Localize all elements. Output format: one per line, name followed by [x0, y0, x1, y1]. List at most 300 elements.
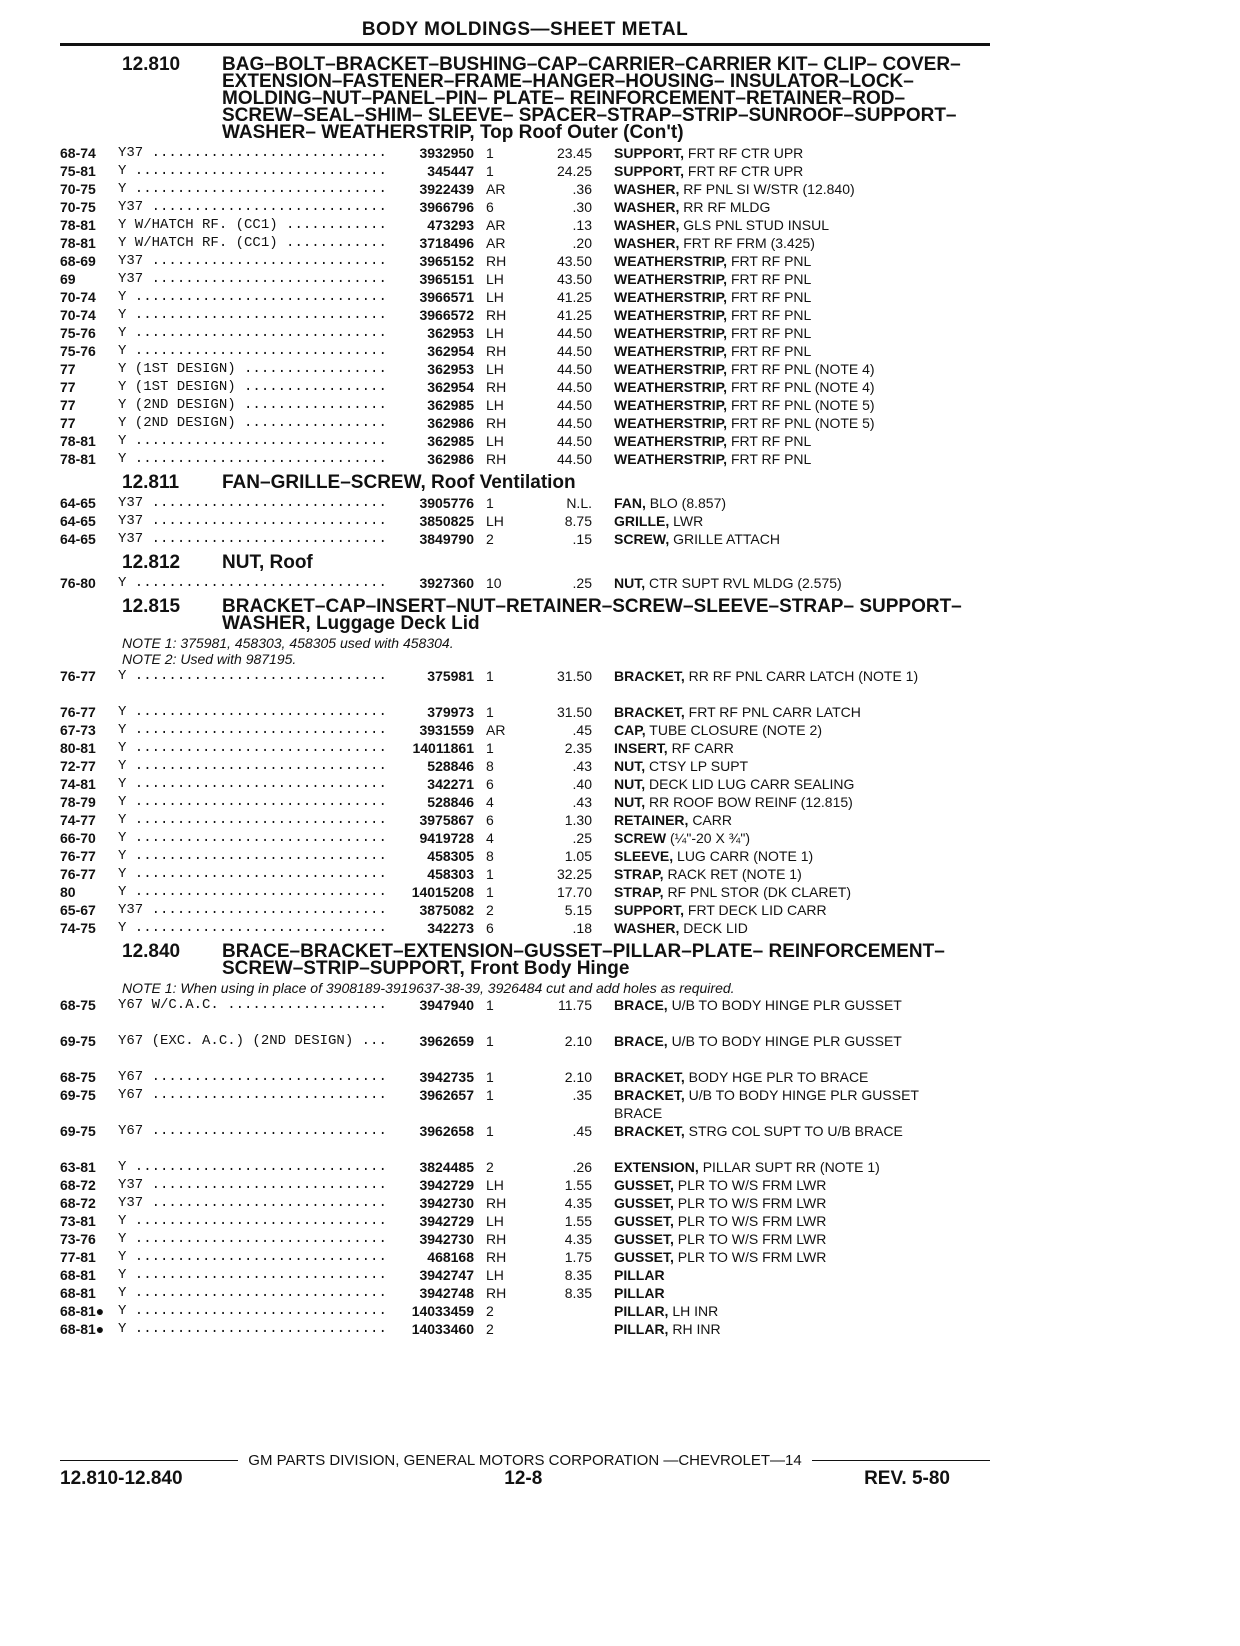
part-number: 3942730 [419, 1231, 474, 1247]
quantity: 1 [486, 1123, 494, 1139]
part-description [614, 216, 960, 234]
part-number: 3975867 [419, 812, 474, 828]
quantity: RH [486, 451, 507, 467]
year-range: 70-74 [60, 289, 96, 305]
quantity: 6 [486, 920, 494, 936]
part-name: WEATHERSTRIP, [614, 271, 728, 287]
section-title: BRACKET–CAP–INSERT–NUT–RETAINER–SCREW–SLEEVE–STRAP– SUPPORT–WASHER, Luggage Deck Lid [222, 596, 962, 634]
quantity: 6 [486, 776, 494, 792]
year-range: 78-81 [60, 433, 96, 449]
part-number: 3942735 [419, 1069, 474, 1085]
catalog-page [60, 18, 990, 1338]
part-description [614, 1032, 960, 1068]
year-range: 74-81 [60, 776, 96, 792]
price: 2.10 [564, 1033, 592, 1049]
section [60, 596, 990, 937]
part-detail: LWR [673, 513, 704, 529]
part-row [60, 512, 990, 530]
part-name: WASHER, [614, 920, 680, 936]
model-code: Y ..... [118, 1158, 390, 1176]
part-description [614, 1248, 960, 1266]
year-range: 64-65 [60, 531, 96, 547]
year-range: 77 [60, 397, 76, 413]
part-description [614, 378, 960, 396]
part-detail: FRT RF PNL [730, 433, 812, 449]
footer-revision: REV. 5-80 [864, 1468, 950, 1489]
part-row [60, 703, 990, 721]
model-code: Y (2ND DESIGN) ..... [118, 396, 390, 414]
part-name: NUT, [614, 776, 646, 792]
year-range: 64-65 [60, 495, 96, 511]
quantity: RH [486, 253, 507, 269]
quantity: 1 [486, 668, 494, 684]
model-code: Y37 ..... [118, 530, 390, 548]
section-heading [60, 54, 990, 144]
part-number: 3922439 [419, 181, 474, 197]
part-description [614, 847, 960, 865]
part-description [614, 270, 960, 288]
quantity: 2 [486, 1159, 494, 1175]
part-detail: PLR TO W/S FRM LWR [677, 1213, 827, 1229]
part-number: 14033460 [411, 1321, 474, 1337]
sections-container [60, 54, 990, 1338]
price: 43.50 [556, 253, 592, 269]
model-code: Y37 ..... [118, 512, 390, 530]
price: .43 [572, 794, 592, 810]
quantity: 2 [486, 1303, 494, 1319]
part-row [60, 216, 990, 234]
part-description [614, 703, 960, 721]
part-description [614, 414, 960, 432]
model-code: Y ..... [118, 288, 390, 306]
part-description [614, 1068, 960, 1086]
year-range: 68-81● [60, 1303, 105, 1319]
model-code: Y ..... [118, 324, 390, 342]
model-code: Y37 ..... [118, 901, 390, 919]
part-row [60, 378, 990, 396]
part-description [614, 432, 960, 450]
part-detail: CTSY LP SUPT [649, 758, 749, 774]
part-row [60, 432, 990, 450]
year-range: 77 [60, 379, 76, 395]
part-row [60, 793, 990, 811]
quantity: 1 [486, 740, 494, 756]
part-name: RETAINER, [614, 812, 689, 828]
part-number: 3824485 [419, 1159, 474, 1175]
part-detail: PLR TO W/S FRM LWR [677, 1195, 827, 1211]
section [60, 472, 990, 548]
model-code: Y ..... [118, 757, 390, 775]
section-heading [60, 472, 990, 494]
part-row [60, 996, 990, 1032]
section-number: 12.815 [122, 596, 181, 617]
part-description [614, 721, 960, 739]
part-description [614, 1230, 960, 1248]
part-name: PILLAR, [614, 1303, 669, 1319]
part-name: WASHER, [614, 181, 680, 197]
section-title: FAN–GRILLE–SCREW, Roof Ventilation [222, 472, 576, 493]
header-rule [60, 43, 990, 46]
part-row [60, 198, 990, 216]
year-range: 73-81 [60, 1213, 96, 1229]
part-detail: RF CARR [671, 740, 734, 756]
price: 2.35 [564, 740, 592, 756]
part-row [60, 811, 990, 829]
part-row [60, 530, 990, 548]
part-row [60, 1194, 990, 1212]
section-title: BAG–BOLT–BRACKET–BUSHING–CAP–CARRIER–CARRIER KIT– CLIP– COVER–EXTENSION–FASTENER–FRAME–HANGER–HOUSING– INSULATOR–LOCK–MOLDING–NUT–PANEL–PIN– PLATE– REINFORCEMENT–RETAINER–ROD–SCREW–SEAL–SHIM– SLEEVE– SPACER–STRAP–STRIP–SUNROOF–SUPPORT–WASHER– WEATHERSTRIP, Top Roof Outer (Con't) [222, 54, 961, 143]
model-code: Y ..... [118, 739, 390, 757]
year-range: 68-75 [60, 997, 96, 1013]
part-name: SUPPORT, [614, 145, 685, 161]
quantity: AR [486, 722, 506, 738]
part-description [614, 252, 960, 270]
part-detail: PILLAR SUPT RR (NOTE 1) [702, 1159, 880, 1175]
part-description [614, 324, 960, 342]
model-code: Y67 ..... [118, 1086, 390, 1122]
model-code: Y ..... [118, 1284, 390, 1302]
section-number: 12.840 [122, 941, 181, 962]
part-description [614, 144, 960, 162]
part-row [60, 865, 990, 883]
section [60, 54, 990, 468]
part-row [60, 270, 990, 288]
year-range: 76-77 [60, 668, 96, 684]
quantity: RH [486, 343, 507, 359]
part-name: WEATHERSTRIP, [614, 433, 728, 449]
year-range: 64-65 [60, 513, 96, 529]
quantity: RH [486, 1195, 507, 1211]
part-description [614, 342, 960, 360]
price: .18 [572, 920, 592, 936]
part-detail: FRT RF PNL CARR LATCH [688, 704, 861, 720]
year-range: 68-81● [60, 1321, 105, 1337]
part-number: 342273 [427, 920, 474, 936]
part-name: SUPPORT, [614, 902, 685, 918]
part-number: 14015208 [411, 884, 474, 900]
price: .25 [572, 575, 592, 591]
model-code: Y ..... [118, 919, 390, 937]
part-row [60, 414, 990, 432]
part-detail: CARR [692, 812, 732, 828]
part-name: STRAP, [614, 866, 664, 882]
year-range: 72-77 [60, 758, 96, 774]
quantity: LH [486, 513, 504, 529]
quantity: 1 [486, 997, 494, 1013]
part-row [60, 757, 990, 775]
model-code: Y ..... [118, 793, 390, 811]
part-detail: FRT RF PNL [730, 289, 812, 305]
year-range: 63-81 [60, 1159, 96, 1175]
quantity: LH [486, 1213, 504, 1229]
footer-rule-right [812, 1460, 990, 1461]
section-number: 12.810 [122, 54, 181, 75]
model-code: Y ..... [118, 1302, 390, 1320]
year-range: 74-77 [60, 812, 96, 828]
page-header: BODY MOLDINGS—SHEET METAL [361, 19, 689, 40]
year-range: 68-74 [60, 145, 96, 161]
part-number: 3962658 [419, 1123, 474, 1139]
price: .30 [572, 199, 592, 215]
part-name: BRACKET, [614, 704, 685, 720]
part-name: NUT, [614, 575, 646, 591]
part-number: 3849790 [419, 531, 474, 547]
model-code: Y67 (EXC. A.C.) (2ND DESIGN) ..... [118, 1032, 390, 1068]
part-detail: BLO (8.857) [649, 495, 727, 511]
part-name: PILLAR, [614, 1321, 669, 1337]
part-name: WEATHERSTRIP, [614, 361, 728, 377]
price: 2.10 [564, 1069, 592, 1085]
quantity: LH [486, 433, 504, 449]
year-range: 68-69 [60, 253, 96, 269]
price: 1.75 [564, 1249, 592, 1265]
price: .25 [572, 830, 592, 846]
quantity: RH [486, 307, 507, 323]
part-name: NUT, [614, 758, 646, 774]
part-number: 362986 [427, 415, 474, 431]
part-row [60, 1122, 990, 1158]
part-description [614, 919, 960, 937]
part-number: 362954 [427, 343, 474, 359]
section [60, 552, 990, 592]
year-range: 78-81 [60, 235, 96, 251]
price: 41.25 [556, 289, 592, 305]
part-description [614, 775, 960, 793]
part-number: 3942747 [419, 1267, 474, 1283]
part-name: WASHER, [614, 199, 680, 215]
part-number: 3850825 [419, 513, 474, 529]
model-code: Y ..... [118, 847, 390, 865]
quantity: 2 [486, 1321, 494, 1337]
year-range: 69-75 [60, 1087, 96, 1103]
part-description [614, 450, 960, 468]
part-row [60, 396, 990, 414]
quantity: 4 [486, 794, 494, 810]
part-number: 3942729 [419, 1177, 474, 1193]
part-detail: CTR SUPT RVL MLDG (2.575) [649, 575, 842, 591]
model-code: Y ..... [118, 1266, 390, 1284]
part-name: GRILLE, [614, 513, 670, 529]
part-number: 362985 [427, 433, 474, 449]
part-description [614, 1266, 960, 1284]
section-heading [60, 552, 990, 574]
year-range: 68-81 [60, 1285, 96, 1301]
part-name: GUSSET, [614, 1195, 674, 1211]
part-detail: (¼"-20 X ¾") [670, 830, 750, 846]
model-code: Y37 ..... [118, 252, 390, 270]
price: 11.75 [558, 997, 592, 1013]
part-detail: FRT RF PNL [730, 253, 812, 269]
part-description [614, 574, 960, 592]
price: 5.15 [564, 902, 592, 918]
part-number: 3962659 [419, 1033, 474, 1049]
quantity: LH [486, 397, 504, 413]
part-detail: RF PNL SI W/STR (12.840) [683, 181, 855, 197]
price: 23.45 [556, 145, 592, 161]
year-range: 76-80 [60, 575, 96, 591]
part-detail: RH INR [672, 1321, 721, 1337]
part-number: 3966796 [419, 199, 474, 215]
model-code: Y37 ..... [118, 1176, 390, 1194]
footer-section-range: 12.810-12.840 [60, 1468, 183, 1489]
year-range: 77-81 [60, 1249, 96, 1265]
part-name: WEATHERSTRIP, [614, 415, 728, 431]
part-detail: FRT RF CTR UPR [687, 163, 804, 179]
quantity: 4 [486, 830, 494, 846]
quantity: 1 [486, 145, 494, 161]
quantity: LH [486, 289, 504, 305]
part-number: 342271 [427, 776, 474, 792]
part-detail: LUG CARR (NOTE 1) [677, 848, 814, 864]
part-number: 3942730 [419, 1195, 474, 1211]
quantity: LH [486, 1267, 504, 1283]
model-code: Y ..... [118, 811, 390, 829]
price: 8.35 [564, 1267, 592, 1283]
part-row [60, 1176, 990, 1194]
part-name: STRAP, [614, 884, 664, 900]
section [60, 941, 990, 1338]
quantity: 6 [486, 812, 494, 828]
part-description [614, 883, 960, 901]
part-number: 458305 [427, 848, 474, 864]
part-description [614, 1302, 960, 1320]
quantity: 1 [486, 495, 494, 511]
year-range: 68-72 [60, 1195, 96, 1211]
model-code: Y W/HATCH RF. (CC1) ..... [118, 234, 390, 252]
part-row [60, 1230, 990, 1248]
year-range: 70-74 [60, 307, 96, 323]
price [532, 1302, 614, 1320]
part-row [60, 919, 990, 937]
price: 8.75 [564, 513, 592, 529]
part-description [614, 198, 960, 216]
model-code: Y ..... [118, 306, 390, 324]
part-name: BRACE, [614, 997, 668, 1013]
part-description [614, 739, 960, 757]
year-range: 76-77 [60, 848, 96, 864]
part-number: 379973 [427, 704, 474, 720]
quantity: LH [486, 361, 504, 377]
year-range: 69-75 [60, 1033, 96, 1049]
part-name: WEATHERSTRIP, [614, 289, 728, 305]
model-code: Y (1ST DESIGN) ..... [118, 378, 390, 396]
footer-rule-left [60, 1460, 238, 1461]
part-number: 14033459 [411, 1303, 474, 1319]
price: 32.25 [556, 866, 592, 882]
price: 4.35 [564, 1195, 592, 1211]
part-detail: FRT RF PNL [730, 325, 812, 341]
part-detail: DECK LID [683, 920, 748, 936]
part-detail: FRT RF PNL [730, 271, 812, 287]
part-row [60, 1068, 990, 1086]
model-code: Y (2ND DESIGN) ..... [118, 414, 390, 432]
quantity: LH [486, 1177, 504, 1193]
year-range: 75-76 [60, 343, 96, 359]
quantity: 1 [486, 884, 494, 900]
part-detail: GRILLE ATTACH [673, 531, 780, 547]
model-code: Y ..... [118, 865, 390, 883]
part-name: BRACKET, [614, 668, 685, 684]
quantity: 8 [486, 758, 494, 774]
quantity: 1 [486, 163, 494, 179]
part-detail: RACK RET (NOTE 1) [667, 866, 802, 882]
part-row [60, 1032, 990, 1068]
part-row [60, 883, 990, 901]
part-detail: FRT RF PNL [730, 343, 812, 359]
part-row [60, 721, 990, 739]
part-number: 3947940 [419, 997, 474, 1013]
part-name: GUSSET, [614, 1213, 674, 1229]
price: 31.50 [556, 668, 592, 684]
model-code: Y ..... [118, 775, 390, 793]
part-number: 3875082 [419, 902, 474, 918]
price: 44.50 [556, 433, 592, 449]
year-range: 76-77 [60, 866, 96, 882]
price: 1.30 [564, 812, 592, 828]
part-name: SUPPORT, [614, 163, 685, 179]
price: 44.50 [556, 415, 592, 431]
model-code: Y ..... [118, 667, 390, 703]
part-description [614, 288, 960, 306]
part-description [614, 901, 960, 919]
quantity: RH [486, 1249, 507, 1265]
part-row [60, 739, 990, 757]
price: 31.50 [556, 704, 592, 720]
model-code: Y ..... [118, 1212, 390, 1230]
year-range: 66-70 [60, 830, 96, 846]
part-description [614, 757, 960, 775]
part-name: WASHER, [614, 217, 680, 233]
model-code: Y ..... [118, 432, 390, 450]
quantity: AR [486, 217, 506, 233]
price: .20 [572, 235, 592, 251]
model-code: Y ..... [118, 829, 390, 847]
part-name: SCREW [614, 830, 667, 846]
price: .15 [572, 531, 592, 547]
part-detail: FRT RF PNL (NOTE 4) [730, 379, 875, 395]
model-code: Y ..... [118, 703, 390, 721]
part-description [614, 360, 960, 378]
year-range: 78-81 [60, 217, 96, 233]
part-description [614, 396, 960, 414]
section-title: BRACE–BRACKET–EXTENSION–GUSSET–PILLAR–PLATE– REINFORCEMENT–SCREW–STRIP–SUPPORT, Front Body Hinge [222, 941, 945, 979]
year-range: 68-81 [60, 1267, 96, 1283]
part-name: CAP, [614, 722, 646, 738]
section-note: NOTE 1: 375981, 458303, 458305 used with 458304. [122, 635, 454, 651]
year-range: 67-73 [60, 722, 96, 738]
footer-bottom [60, 1468, 950, 1490]
section-title: NUT, Roof [222, 552, 313, 573]
year-range: 74-75 [60, 920, 96, 936]
model-code: Y (1ST DESIGN) ..... [118, 360, 390, 378]
quantity: 2 [486, 902, 494, 918]
part-row [60, 252, 990, 270]
quantity: 1 [486, 1069, 494, 1085]
model-code: Y67 W/C.A.C. ..... [118, 996, 390, 1032]
part-description [614, 793, 960, 811]
part-detail: FRT RF PNL (NOTE 5) [730, 415, 875, 431]
part-row [60, 1086, 990, 1122]
part-detail: FRT RF PNL [730, 307, 812, 323]
part-name: WEATHERSTRIP, [614, 379, 728, 395]
part-description [614, 306, 960, 324]
part-row [60, 1248, 990, 1266]
footer-publisher-line [60, 1452, 990, 1469]
price: .36 [572, 181, 592, 197]
price: 44.50 [556, 325, 592, 341]
quantity: 1 [486, 1087, 494, 1103]
part-description [614, 811, 960, 829]
